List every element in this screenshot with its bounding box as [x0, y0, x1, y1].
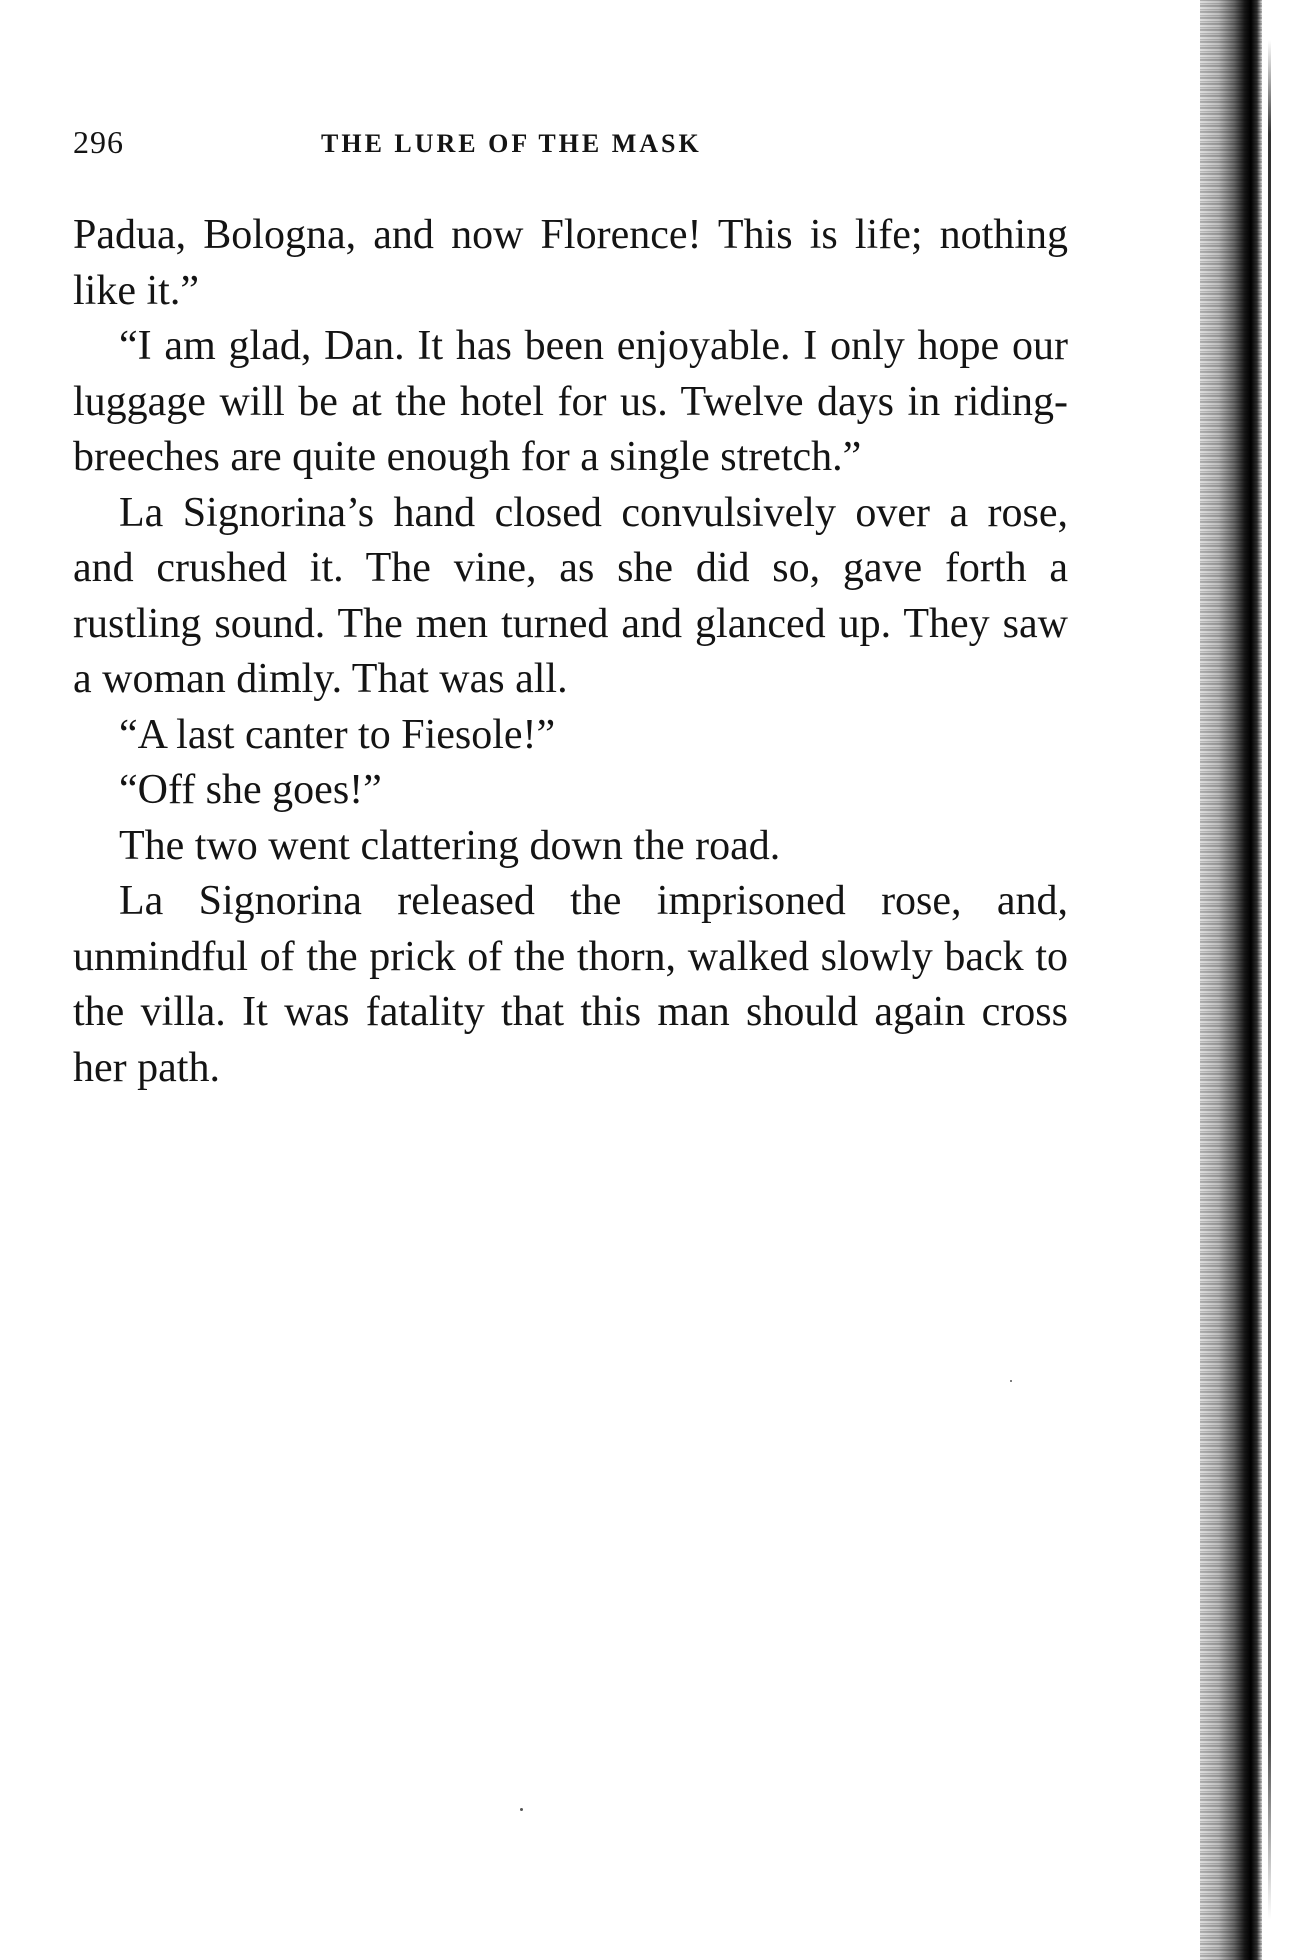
paragraph-dan-reply: “I am glad, Dan. It has been enjoyable. I only hope our luggage will be at the hotel for us. Twelve days in riding-breeches are quite enough for a single stretch.”	[73, 323, 1068, 480]
paragraph-off-she-goes: “Off she goes!”	[119, 767, 382, 813]
book-binding-line	[1268, 40, 1271, 1920]
paper-speck	[1010, 1380, 1012, 1382]
page-header	[73, 124, 1063, 174]
running-title: THE LURE OF THE MASK	[321, 129, 702, 158]
paragraph-continuation: Padua, Bologna, and now Florence! This is life; nothing like it.”	[73, 212, 1068, 314]
paragraph-canter: “A last canter to Fiesole!”	[119, 711, 556, 758]
page-number: 296	[73, 124, 124, 160]
paragraph-signorina-rose: La Signorina’s hand closed convulsively over a rose, and crushed it. The vine, as she did so, gave forth a rustling sound. The men turned and glanced up. They saw a woman dimly. That was all.	[73, 489, 1068, 702]
paper-speck	[520, 1808, 523, 1811]
book-binding-shadow	[1200, 0, 1262, 1960]
body-text	[73, 208, 1068, 1096]
paragraph-released-rose: La Signorina released the imprisoned rose, and, unmindful of the prick of the thorn, walked slowly back to the villa. It was fatality that this man should again cross her path.	[73, 878, 1068, 1091]
paragraph-clattering: The two went clattering down the road.	[119, 822, 781, 869]
